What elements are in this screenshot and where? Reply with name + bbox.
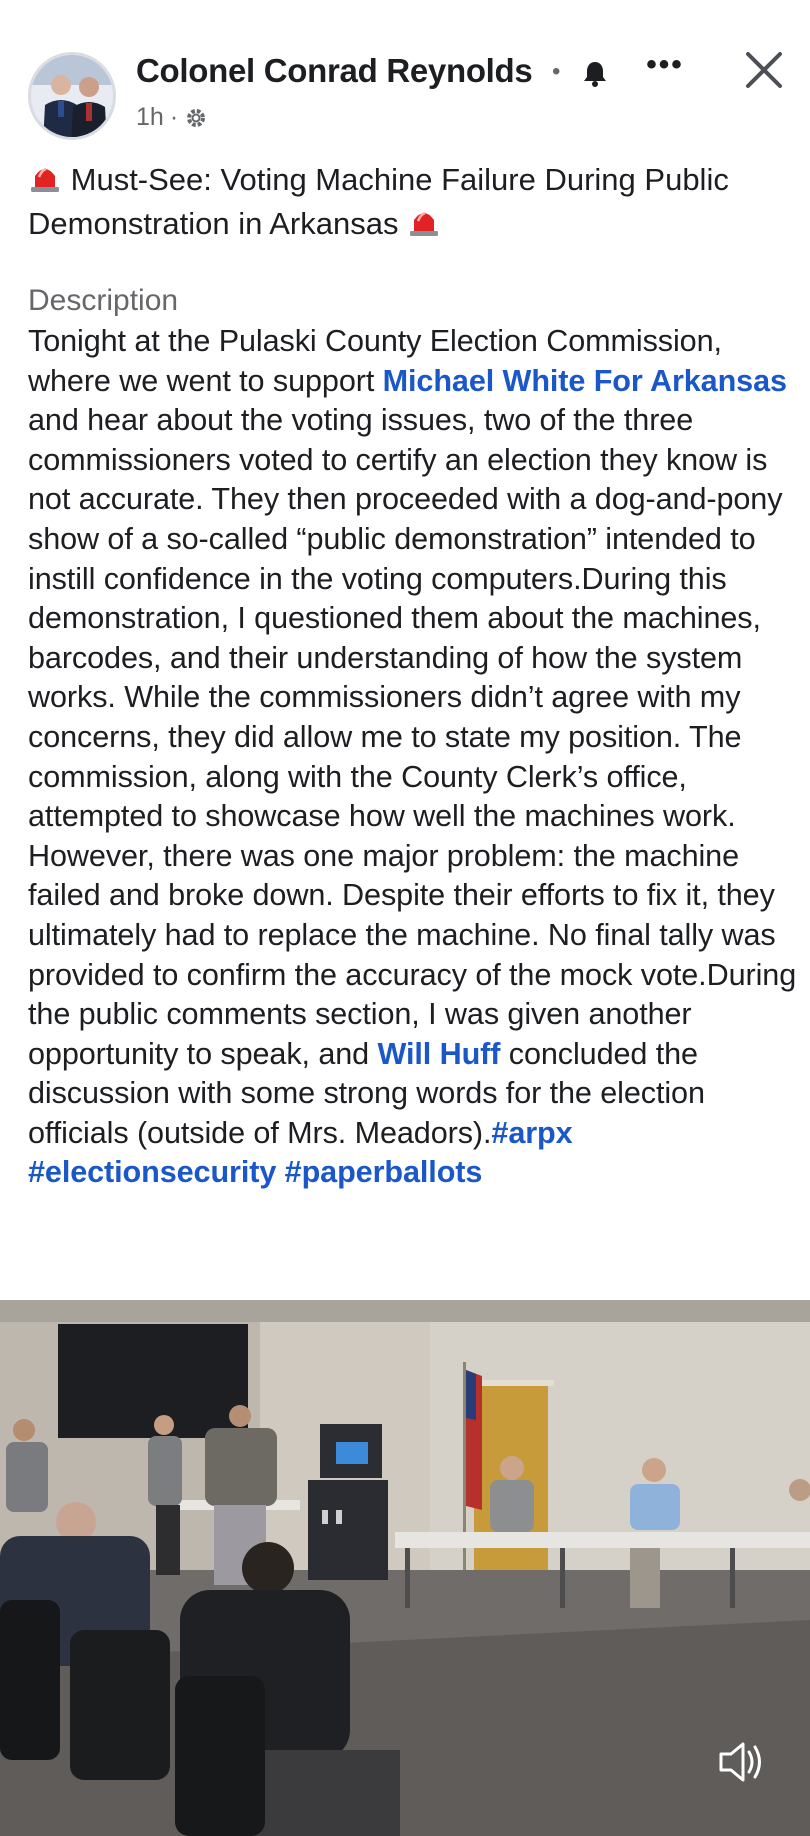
bell-icon[interactable] [582, 60, 608, 88]
close-icon[interactable] [742, 48, 786, 92]
body-text-part: concluded the discussion with some strong words for the election officials (outside of Mrs. Meadors). [28, 1036, 705, 1150]
body-text-part: Tonight at the Pulaski County Election Commission, where we went to support [28, 324, 722, 398]
more-options-icon[interactable]: ••• [646, 48, 684, 81]
author-name[interactable]: Colonel Conrad Reynolds [136, 52, 533, 89]
title-text: Must-See: Voting Machine Failure During Public Demonstration in Arkansas [28, 162, 729, 241]
hashtag-link[interactable]: #paperballots [284, 1155, 483, 1190]
video-frame [0, 1300, 810, 1836]
post-body [28, 322, 798, 1193]
meta-separator: · [169, 103, 179, 131]
video-player[interactable] [0, 1300, 810, 1836]
header-separator: • [552, 58, 561, 85]
hashtag-link[interactable]: #electionsecurity [28, 1155, 277, 1190]
post-header [0, 0, 810, 150]
speaker-muted-icon[interactable] [715, 1738, 765, 1786]
siren-emoji-icon [407, 204, 441, 238]
body-text-part: and hear about the voting issues, two of the three commissioners voted to certify an election they know is not accurate. They then proceeded with a dog-and-pony show of a so-called “public demonstration” intended to instill confidence in the voting computers.During this demonstration, I questioned them about the machines, barcodes, and their understanding of how the system works. While the commissioners didn’t agree with my concerns, they did allow me to state my position. The commission, along with the County Clerk’s office, attempted to showcase how well the machines work. However, there was one major problem: the machine failed and broke down. Despite their efforts to fix it, they ultimately had to replace the machine. No final tally was provided to confirm the accuracy of the mock vote.During the public comments section, I was given another opportunity to speak, and [28, 403, 797, 1071]
mention-link[interactable]: Will Huff [377, 1036, 501, 1071]
gear-icon[interactable] [184, 106, 208, 130]
avatar[interactable] [28, 52, 116, 140]
post-time[interactable]: 1h [136, 103, 164, 131]
post-title [28, 158, 798, 246]
description-label: Description [28, 284, 179, 317]
hashtag-link[interactable]: #arpx [491, 1115, 573, 1150]
siren-emoji-icon [28, 160, 62, 194]
mention-link[interactable]: Michael White For Arkansas [382, 363, 787, 398]
post-meta [136, 103, 208, 132]
